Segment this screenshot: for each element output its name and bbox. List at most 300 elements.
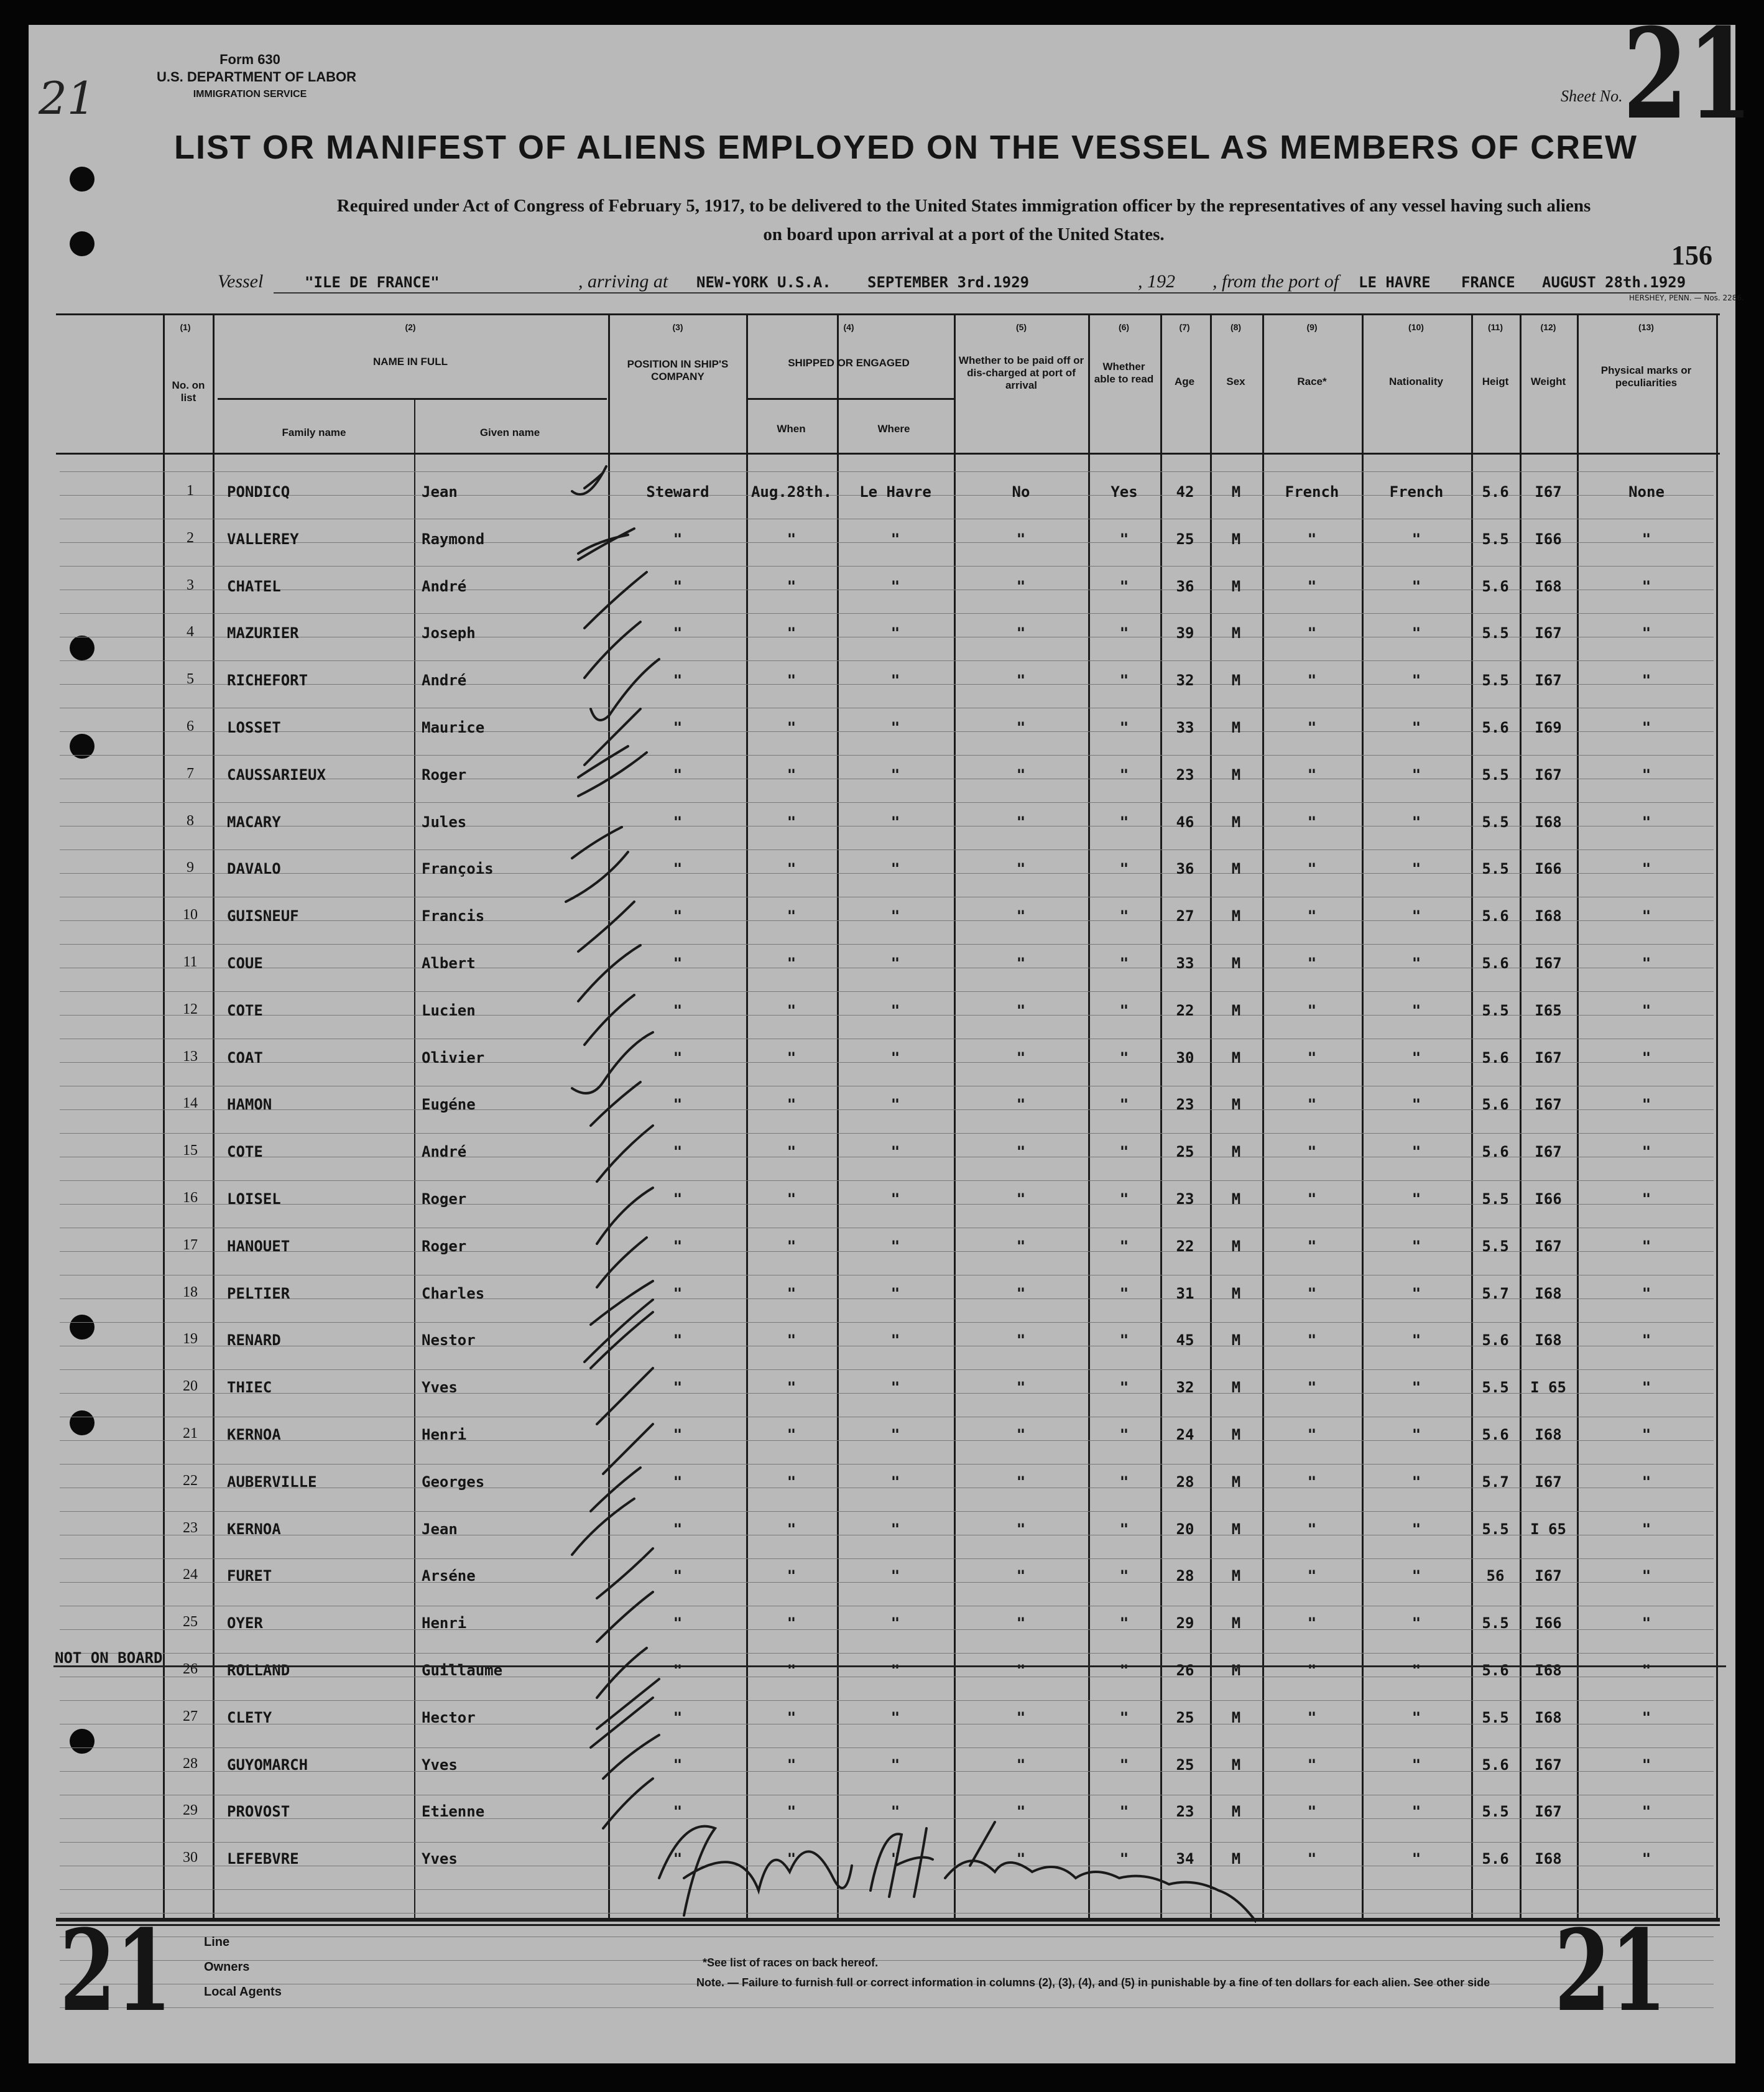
weight-cell: I 65 <box>1530 1520 1566 1538</box>
race-cell: " <box>1307 1096 1317 1114</box>
family-name-cell: COAT <box>227 1048 263 1067</box>
nationality-cell: " <box>1411 1803 1421 1821</box>
paid-off-cell: " <box>1016 672 1026 690</box>
nationality-cell: " <box>1411 1850 1421 1868</box>
able-to-read-cell: " <box>1119 1756 1129 1774</box>
col-num: (4) <box>843 322 854 332</box>
family-name-cell: GUYOMARCH <box>227 1756 308 1774</box>
sex-cell: M <box>1231 1520 1241 1538</box>
height-cell: 5.7 <box>1482 1284 1509 1302</box>
weight-cell: I65 <box>1535 1001 1562 1019</box>
given-name-cell: Henri <box>422 1426 467 1443</box>
row-number: 14 <box>183 1095 198 1112</box>
paid-off-cell: " <box>1016 1284 1026 1302</box>
paid-off-cell: " <box>1016 624 1026 642</box>
race-cell: " <box>1307 1803 1317 1821</box>
family-name-cell: GUISNEUF <box>227 907 299 925</box>
shipped-where-cell: " <box>890 624 900 642</box>
age-cell: 28 <box>1176 1473 1194 1491</box>
sex-cell: M <box>1231 1662 1241 1679</box>
vessel-name: "ILE DE FRANCE" <box>305 274 440 291</box>
race-cell: " <box>1307 1662 1317 1679</box>
given-name-cell: Guillaume <box>422 1662 503 1679</box>
age-cell: 32 <box>1176 672 1194 690</box>
weight-cell: I68 <box>1535 1426 1562 1443</box>
paid-off-cell: " <box>1016 1520 1026 1538</box>
physical-marks-cell: " <box>1642 1614 1651 1632</box>
height-cell: 5.5 <box>1482 1237 1509 1255</box>
row-number: 25 <box>183 1614 198 1631</box>
sex-cell: M <box>1231 1803 1241 1821</box>
position-cell: " <box>673 1048 683 1067</box>
sex-cell: M <box>1231 1614 1241 1632</box>
sex-cell: M <box>1231 907 1241 925</box>
position-cell: " <box>673 1190 683 1208</box>
height-cell: 5.5 <box>1482 813 1509 831</box>
family-name-cell: HANOUET <box>227 1237 290 1255</box>
able-to-read-cell: " <box>1119 1284 1129 1302</box>
ruled-line <box>60 660 1714 661</box>
row-number: 29 <box>183 1802 198 1819</box>
given-name-cell: Roger <box>422 1190 467 1208</box>
nationality-cell: " <box>1411 1190 1421 1208</box>
nationality-cell: " <box>1411 1708 1421 1726</box>
row-number: 26 <box>183 1661 198 1677</box>
family-name-cell: LOISEL <box>227 1190 281 1208</box>
family-name-cell: DAVALO <box>227 860 281 878</box>
sex-cell: M <box>1231 1237 1241 1255</box>
family-name-cell: PROVOST <box>227 1803 290 1821</box>
age-cell: 23 <box>1176 1190 1194 1208</box>
not-on-board-note: NOT ON BOARD <box>55 1649 163 1667</box>
nationality-cell: " <box>1411 1379 1421 1397</box>
shipped-where-cell: " <box>890 813 900 831</box>
shipped-when-cell: " <box>787 1708 797 1726</box>
age-cell: 31 <box>1176 1284 1194 1302</box>
race-cell: " <box>1307 1379 1317 1397</box>
row-number: 20 <box>183 1378 198 1395</box>
physical-marks-cell: " <box>1642 1473 1651 1491</box>
shipped-where-cell: " <box>890 1190 900 1208</box>
weight-cell: I68 <box>1535 577 1562 595</box>
given-name-cell: Roger <box>422 1237 467 1255</box>
nationality-cell: " <box>1411 860 1421 878</box>
weight-cell: I 65 <box>1530 1379 1566 1397</box>
paid-off-cell: " <box>1016 955 1026 972</box>
nationality-cell: " <box>1411 1048 1421 1067</box>
shipped-when-cell: " <box>787 1567 797 1585</box>
position-cell: " <box>673 1096 683 1114</box>
position-cell: " <box>673 1473 683 1491</box>
position-cell: " <box>673 907 683 925</box>
nationality-cell: " <box>1411 624 1421 642</box>
given-name-cell: André <box>422 577 467 595</box>
weight-cell: I67 <box>1535 624 1562 642</box>
weight-cell: I67 <box>1535 1803 1562 1821</box>
shipped-when-cell: " <box>787 1850 797 1868</box>
race-cell: " <box>1307 860 1317 878</box>
arriving-label: , arriving at <box>578 271 668 292</box>
family-name-cell: CLETY <box>227 1708 272 1726</box>
header-given-name: Given name <box>479 427 540 438</box>
age-cell: 22 <box>1176 1237 1194 1255</box>
shipped-where-cell: " <box>890 1520 900 1538</box>
paid-off-cell: " <box>1016 1567 1026 1585</box>
weight-cell: I66 <box>1535 530 1562 548</box>
marks-rule <box>1579 453 1716 455</box>
position-cell: " <box>673 624 683 642</box>
departure-date: AUGUST 28th.1929 <box>1542 274 1686 291</box>
family-name-cell: AUBERVILLE <box>227 1473 317 1491</box>
able-to-read-cell: " <box>1119 672 1129 690</box>
weight-cell: I67 <box>1535 672 1562 690</box>
shipped-when-cell: " <box>787 530 797 548</box>
row-number: 11 <box>183 954 198 970</box>
given-name-cell: André <box>422 1143 467 1161</box>
physical-marks-cell: None <box>1628 483 1665 501</box>
race-cell: French <box>1285 483 1339 501</box>
position-cell: " <box>673 860 683 878</box>
check-marks <box>560 454 721 1847</box>
row-number: 28 <box>183 1755 198 1772</box>
able-to-read-cell: " <box>1119 907 1129 925</box>
weight-cell: I69 <box>1535 719 1562 736</box>
able-to-read-cell: " <box>1119 624 1129 642</box>
weight-cell: I68 <box>1535 1284 1562 1302</box>
given-name-cell: Yves <box>422 1756 458 1774</box>
paid-off-cell: " <box>1016 1426 1026 1443</box>
nationality-cell: " <box>1411 766 1421 784</box>
race-cell: " <box>1307 624 1317 642</box>
position-cell: " <box>673 1756 683 1774</box>
sex-cell: M <box>1231 1473 1241 1491</box>
weight-cell: I68 <box>1535 907 1562 925</box>
nationality-cell: " <box>1411 1567 1421 1585</box>
able-to-read-cell: " <box>1119 1803 1129 1821</box>
sex-cell: M <box>1231 1426 1241 1443</box>
punch-hole <box>70 167 95 192</box>
shipped-where-cell: " <box>890 1756 900 1774</box>
line-label: Line <box>204 1935 230 1949</box>
column-rule <box>163 313 165 1918</box>
family-name-cell: COTE <box>227 1143 263 1161</box>
sex-cell: M <box>1231 1048 1241 1067</box>
nationality-cell: " <box>1411 1426 1421 1443</box>
shipped-when-cell: " <box>787 1237 797 1255</box>
year-label: , 192 <box>1138 271 1175 292</box>
able-to-read-cell: " <box>1119 1614 1129 1632</box>
able-to-read-cell: " <box>1119 1567 1129 1585</box>
height-cell: 5.6 <box>1482 1143 1509 1161</box>
age-cell: 25 <box>1176 1708 1194 1726</box>
paid-off-cell: " <box>1016 1331 1026 1349</box>
paid-off-cell: " <box>1016 1756 1026 1774</box>
nationality-cell: " <box>1411 907 1421 925</box>
family-name-cell: KERNOA <box>227 1520 281 1538</box>
given-name-cell: Etienne <box>422 1803 485 1821</box>
race-cell: " <box>1307 955 1317 972</box>
height-cell: 5.6 <box>1482 1662 1509 1679</box>
height-cell: 5.7 <box>1482 1473 1509 1491</box>
col-num: (8) <box>1230 322 1242 332</box>
ruled-line <box>60 1653 1714 1654</box>
col-num: (10) <box>1408 322 1424 332</box>
family-name-cell: COTE <box>227 1001 263 1019</box>
shipped-when-cell: Aug.28th. <box>750 483 833 501</box>
weight-cell: I67 <box>1535 1048 1562 1067</box>
race-cell: " <box>1307 1143 1317 1161</box>
shipped-where-cell: " <box>890 766 900 784</box>
ruled-line <box>60 471 1714 472</box>
sex-cell: M <box>1231 1143 1241 1161</box>
height-cell: 5.5 <box>1482 530 1509 548</box>
given-name-cell: Joseph <box>422 624 476 642</box>
position-cell: Steward <box>646 483 709 501</box>
nationality-cell: " <box>1411 1143 1421 1161</box>
able-to-read-cell: " <box>1119 1331 1129 1349</box>
family-name-cell: LOSSET <box>227 719 281 736</box>
sex-cell: M <box>1231 624 1241 642</box>
physical-marks-cell: " <box>1642 1096 1651 1114</box>
paid-off-cell: " <box>1016 1614 1026 1632</box>
column-rule <box>1716 313 1718 1918</box>
shipped-when-cell: " <box>787 1803 797 1821</box>
able-to-read-cell: " <box>1119 1237 1129 1255</box>
physical-marks-cell: " <box>1642 1662 1651 1679</box>
vessel-info <box>218 271 1722 296</box>
shipped-when-cell: " <box>787 672 797 690</box>
shipped-when-cell: " <box>787 577 797 595</box>
paid-off-cell: " <box>1016 766 1026 784</box>
weight-cell: I67 <box>1535 1756 1562 1774</box>
weight-cell: I66 <box>1535 1190 1562 1208</box>
shipped-when-cell: " <box>787 1001 797 1019</box>
ruled-line <box>60 613 1714 614</box>
service-name: IMMIGRATION SERVICE <box>193 89 307 100</box>
age-cell: 25 <box>1176 1756 1194 1774</box>
position-cell: " <box>673 1614 683 1632</box>
race-cell: " <box>1307 1520 1317 1538</box>
shipped-when-cell: " <box>787 1473 797 1491</box>
family-name-cell: COUE <box>227 955 263 972</box>
shipped-when-cell: " <box>787 1284 797 1302</box>
header-name-in-full: NAME IN FULL <box>373 356 448 368</box>
given-name-cell: Yves <box>422 1850 458 1868</box>
ruled-line <box>60 1558 1714 1559</box>
header-where: Where <box>877 423 910 435</box>
able-to-read-cell: " <box>1119 577 1129 595</box>
ruled-line <box>60 566 1714 567</box>
weight-cell: I67 <box>1535 1237 1562 1255</box>
nationality-cell: " <box>1411 577 1421 595</box>
name-subheader-rule <box>218 398 607 400</box>
height-cell: 5.6 <box>1482 1331 1509 1349</box>
age-cell: 42 <box>1176 483 1194 501</box>
family-name-cell: CHATEL <box>227 577 281 595</box>
col-num: (12) <box>1540 322 1556 332</box>
form-number: Form 630 <box>219 52 280 67</box>
punch-hole <box>70 636 95 660</box>
nationality-cell: " <box>1411 530 1421 548</box>
ruled-line <box>60 1747 1714 1748</box>
sex-cell: M <box>1231 719 1241 736</box>
given-name-cell: François <box>422 860 494 878</box>
age-cell: 25 <box>1176 1143 1194 1161</box>
family-name-cell: PELTIER <box>227 1284 290 1302</box>
weight-cell: I67 <box>1535 955 1562 972</box>
requirement-line-2: on board upon arrival at a port of the United States. <box>763 224 1165 244</box>
family-name-cell: LEFEBVRE <box>227 1850 299 1868</box>
weight-cell: I67 <box>1535 1096 1562 1114</box>
age-cell: 27 <box>1176 907 1194 925</box>
header-no-on-list: No. on list <box>172 379 205 404</box>
age-cell: 33 <box>1176 955 1194 972</box>
height-cell: 5.6 <box>1482 955 1509 972</box>
physical-marks-cell: " <box>1642 719 1651 736</box>
height-cell: 5.5 <box>1482 1708 1509 1726</box>
position-cell: " <box>673 530 683 548</box>
physical-marks-cell: " <box>1642 1708 1651 1726</box>
handwritten-mark: 21 <box>39 72 96 124</box>
form-identifier <box>157 51 357 103</box>
header-able-to-read: Whether able to read <box>1094 361 1154 385</box>
paid-off-cell: " <box>1016 1190 1026 1208</box>
shipped-where-cell: " <box>890 577 900 595</box>
family-name-cell: MAZURIER <box>227 624 299 642</box>
ruled-line <box>60 1180 1714 1181</box>
shipped-when-cell: " <box>787 1520 797 1538</box>
weight-cell: I68 <box>1535 1850 1562 1868</box>
row-number: 18 <box>183 1284 198 1300</box>
able-to-read-cell: " <box>1119 1096 1129 1114</box>
height-cell: 5.6 <box>1482 577 1509 595</box>
able-to-read-cell: " <box>1119 1708 1129 1726</box>
shipped-where-cell: " <box>890 1284 900 1302</box>
height-cell: 5.6 <box>1482 1426 1509 1443</box>
row-number: 10 <box>183 907 198 923</box>
age-cell: 28 <box>1176 1567 1194 1585</box>
physical-marks-cell: " <box>1642 1803 1651 1821</box>
height-cell: 5.6 <box>1482 1850 1509 1868</box>
shipped-where-cell: " <box>890 1662 900 1679</box>
age-cell: 29 <box>1176 1614 1194 1632</box>
paid-off-cell: " <box>1016 1803 1026 1821</box>
row-number: 24 <box>183 1567 198 1583</box>
paid-off-cell: " <box>1016 1708 1026 1726</box>
position-cell: " <box>673 1379 683 1397</box>
height-cell: 5.5 <box>1482 1190 1509 1208</box>
race-cell: " <box>1307 766 1317 784</box>
col-num: (5) <box>1015 322 1027 332</box>
vessel-label: Vessel <box>218 271 264 292</box>
weight-cell: I66 <box>1535 860 1562 878</box>
race-cell: " <box>1307 1756 1317 1774</box>
row-number: 2 <box>187 529 194 546</box>
paid-off-cell: " <box>1016 1473 1026 1491</box>
race-cell: " <box>1307 719 1317 736</box>
sex-cell: M <box>1231 577 1241 595</box>
punch-hole <box>70 231 95 256</box>
ruled-line <box>60 1700 1714 1701</box>
ruled-line <box>60 991 1714 992</box>
row-number: 19 <box>183 1331 198 1348</box>
shipped-when-cell: " <box>787 1379 797 1397</box>
position-cell: " <box>673 1567 683 1585</box>
owners-label: Owners <box>204 1960 250 1974</box>
row-number: 30 <box>183 1849 198 1866</box>
position-cell: " <box>673 1001 683 1019</box>
document-title: LIST OR MANIFEST OF ALIENS EMPLOYED ON THE VESSEL AS MEMBERS OF CREW <box>174 129 1638 166</box>
physical-marks-cell: " <box>1642 813 1651 831</box>
row-number: 21 <box>183 1425 198 1442</box>
given-name-cell: Jean <box>422 1520 458 1538</box>
family-name-cell: PONDICQ <box>227 483 290 501</box>
age-cell: 20 <box>1176 1520 1194 1538</box>
row-number: 1 <box>187 483 194 499</box>
position-cell: " <box>673 1662 683 1679</box>
punch-hole <box>70 1315 95 1340</box>
position-cell: " <box>673 1331 683 1349</box>
shipped-when-cell: " <box>787 719 797 736</box>
nationality-cell: French <box>1389 483 1444 501</box>
shipped-where-cell: " <box>890 1614 900 1632</box>
sheet-number-right: 21 <box>1554 1905 1667 2037</box>
physical-marks-cell: " <box>1642 955 1651 972</box>
printer-mark: HERSHEY, PENN. — Nos. 2286. <box>1629 294 1744 302</box>
paid-off-cell: " <box>1016 530 1026 548</box>
position-cell: " <box>673 955 683 972</box>
race-cell: " <box>1307 1850 1317 1868</box>
height-cell: 5.6 <box>1482 1756 1509 1774</box>
header-bottom-rule <box>56 453 1720 455</box>
height-cell: 5.5 <box>1482 1379 1509 1397</box>
ruled-line <box>60 849 1714 850</box>
able-to-read-cell: " <box>1119 955 1129 972</box>
sex-cell: M <box>1231 766 1241 784</box>
height-cell: 5.5 <box>1482 1614 1509 1632</box>
row-number: 5 <box>187 671 194 688</box>
sheet-number: 21 <box>1623 1 1753 147</box>
shipped-where-cell: " <box>890 907 900 925</box>
col-num: (3) <box>672 322 683 332</box>
shipped-where-cell: " <box>890 860 900 878</box>
col-num: (7) <box>1179 322 1190 332</box>
age-cell: 39 <box>1176 624 1194 642</box>
punch-hole <box>70 1729 95 1754</box>
header-physical-marks: Physical marks or peculiarities <box>1600 364 1692 389</box>
family-name-cell: RICHEFORT <box>227 672 308 690</box>
ruled-line <box>60 755 1714 756</box>
nationality-cell: " <box>1411 955 1421 972</box>
able-to-read-cell: " <box>1119 1048 1129 1067</box>
shipped-where-cell: " <box>890 719 900 736</box>
physical-marks-cell: " <box>1642 1850 1651 1868</box>
age-cell: 24 <box>1176 1426 1194 1443</box>
height-cell: 5.5 <box>1482 766 1509 784</box>
given-name-cell: Olivier <box>422 1048 485 1067</box>
sheet-number-left: 21 <box>60 1905 172 2037</box>
physical-marks-cell: " <box>1642 577 1651 595</box>
race-cell: " <box>1307 1190 1317 1208</box>
shipped-when-cell: " <box>787 1096 797 1114</box>
nationality-cell: " <box>1411 813 1421 831</box>
sex-cell: M <box>1231 1756 1241 1774</box>
ruled-line <box>60 2007 1714 2008</box>
shipped-where-cell: " <box>890 1001 900 1019</box>
shipped-where-cell: Le Havre <box>859 483 931 501</box>
age-cell: 36 <box>1176 860 1194 878</box>
shipped-when-cell: " <box>787 1048 797 1067</box>
